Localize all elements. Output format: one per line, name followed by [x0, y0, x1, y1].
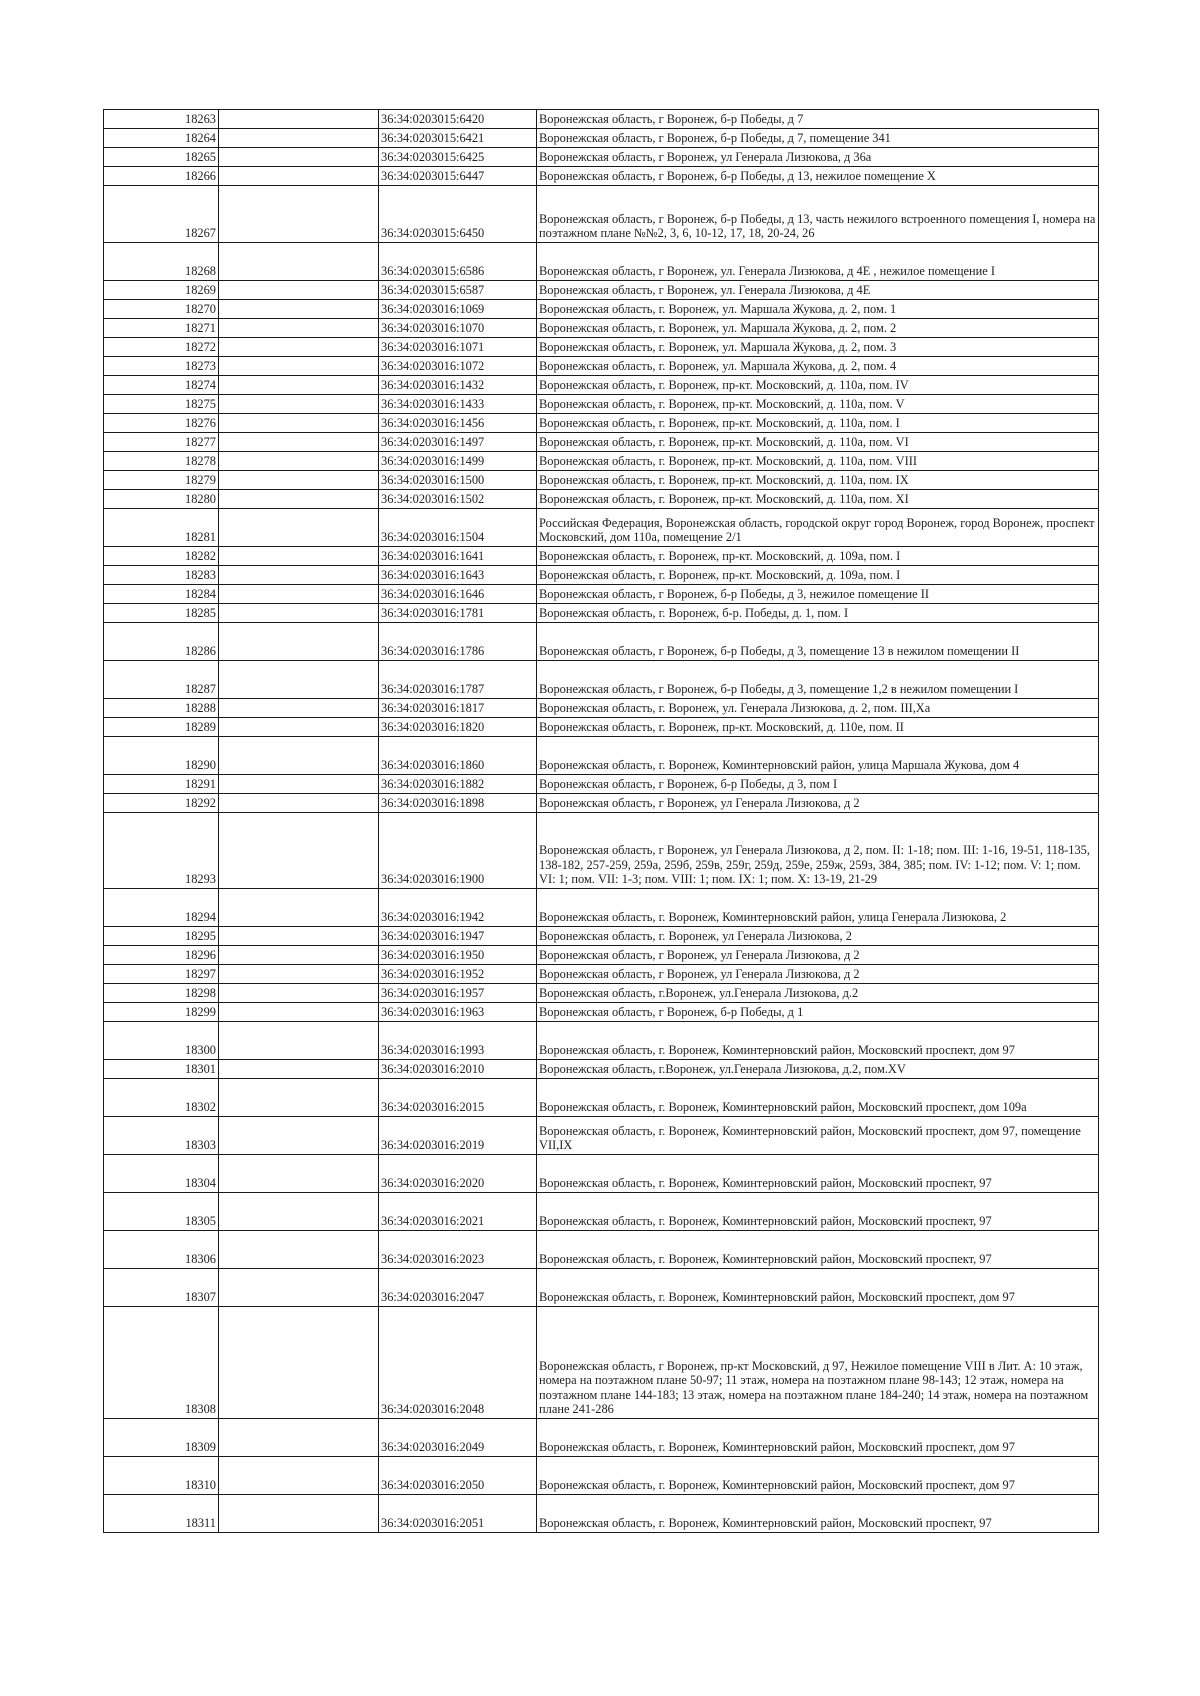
empty-cell: [219, 357, 379, 376]
cadastral-number-cell: 36:34:0203016:1993: [379, 1022, 537, 1060]
address-cell: Воронежская область, г Воронеж, ул. Генерала Лизюкова, д 4Е: [537, 281, 1099, 300]
empty-cell: [219, 1060, 379, 1079]
empty-cell: [219, 1193, 379, 1231]
empty-cell: [219, 566, 379, 585]
empty-cell: [219, 167, 379, 186]
table-row: [104, 889, 1099, 927]
property-registry-table: [103, 109, 1099, 1533]
table-row: [104, 509, 1099, 547]
cadastral-number-cell: 36:34:0203016:1641: [379, 547, 537, 566]
cadastral-number-cell: 36:34:0203016:1069: [379, 300, 537, 319]
row-number-cell: 18276: [104, 414, 219, 433]
row-number-cell: 18279: [104, 471, 219, 490]
row-number-cell: 18273: [104, 357, 219, 376]
address-cell: Воронежская область, г. Воронеж, пр-кт. Московский, д. 110а, пом. VIII: [537, 452, 1099, 471]
cadastral-number-cell: 36:34:0203016:1072: [379, 357, 537, 376]
address-cell: Воронежская область, г Воронеж, ул Генерала Лизюкова, д 2: [537, 794, 1099, 813]
cadastral-number-cell: 36:34:0203016:1071: [379, 338, 537, 357]
row-number-cell: 18296: [104, 946, 219, 965]
cadastral-number-cell: 36:34:0203015:6421: [379, 129, 537, 148]
table-row: [104, 433, 1099, 452]
address-cell: Воронежская область, г. Воронеж, пр-кт. Московский, д. 110е, пом. II: [537, 718, 1099, 737]
table-row: [104, 585, 1099, 604]
cadastral-number-cell: 36:34:0203016:1432: [379, 376, 537, 395]
address-cell: Воронежская область, г. Воронеж, пр-кт. Московский, д. 110а, пом. XI: [537, 490, 1099, 509]
cadastral-number-cell: 36:34:0203015:6450: [379, 186, 537, 243]
cadastral-number-cell: 36:34:0203015:6420: [379, 110, 537, 129]
empty-cell: [219, 110, 379, 129]
table-row: [104, 357, 1099, 376]
empty-cell: [219, 186, 379, 243]
table-row: [104, 1269, 1099, 1307]
empty-cell: [219, 509, 379, 547]
table-row: [104, 243, 1099, 281]
table-row: [104, 927, 1099, 946]
empty-cell: [219, 661, 379, 699]
address-cell: Воронежская область, г. Воронеж, пр-кт. Московский, д. 110а, пом. I: [537, 414, 1099, 433]
cadastral-number-cell: 36:34:0203016:1898: [379, 794, 537, 813]
address-cell: Воронежская область, г Воронеж, б-р Победы, д 3, нежилое помещение II: [537, 585, 1099, 604]
address-cell: Воронежская область, г Воронеж, б-р Победы, д 3, помещение 13 в нежилом помещении II: [537, 623, 1099, 661]
row-number-cell: 18278: [104, 452, 219, 471]
row-number-cell: 18301: [104, 1060, 219, 1079]
empty-cell: [219, 1079, 379, 1117]
address-cell: Воронежская область, г Воронеж, б-р Победы, д 13, нежилое помещение X: [537, 167, 1099, 186]
row-number-cell: 18272: [104, 338, 219, 357]
address-cell: Воронежская область, г Воронеж, ул Генерала Лизюкова, д 2: [537, 965, 1099, 984]
row-number-cell: 18263: [104, 110, 219, 129]
address-cell: Воронежская область, г Воронеж, пр-кт Московский, д 97, Нежилое помещение VIII в Лит. А: 10 этаж, номера на поэтажном плане 50-97; 11 этаж, номера на поэтажном плане 98-143; 12 этаж, номера на поэтажном плане 144-183; 13 этаж, номера на поэтажном плане 184-240; 14 этаж, номера на поэтажном плане 241-286: [537, 1307, 1099, 1419]
cadastral-number-cell: 36:34:0203016:1963: [379, 1003, 537, 1022]
address-cell: Воронежская область, г Воронеж, б-р Победы, д 13, часть нежилого встроенного помещения I, номера на поэтажном плане №№2, 3, 6, 10-12, 17, 18, 20-24, 26: [537, 186, 1099, 243]
cadastral-number-cell: 36:34:0203016:1781: [379, 604, 537, 623]
row-number-cell: 18283: [104, 566, 219, 585]
cadastral-number-cell: 36:34:0203016:1504: [379, 509, 537, 547]
row-number-cell: 18305: [104, 1193, 219, 1231]
address-cell: Воронежская область, г. Воронеж, Коминтерновский район, улица Маршала Жукова, дом 4: [537, 737, 1099, 775]
table-row: [104, 167, 1099, 186]
row-number-cell: 18266: [104, 167, 219, 186]
address-cell: Воронежская область, г Воронеж, ул Генерала Лизюкова, д 2, пом. II: 1-18; пом. III: 1-16, 19-51, 118-135, 138-182, 257-259, 259а, 259б, 259в, 259г, 259д, 259е, 259ж, 259з, 384, 385; пом. IV: 1-12; пом. V: 1; пом. VI: 1; пом. VII: 1-3; пом. VIII: 1; пом. IX: 1; пом. X: 13-19, 21-29: [537, 813, 1099, 889]
row-number-cell: 18284: [104, 585, 219, 604]
empty-cell: [219, 794, 379, 813]
address-cell: Воронежская область, г Воронеж, ул. Генерала Лизюкова, д 4Е , нежилое помещение I: [537, 243, 1099, 281]
empty-cell: [219, 376, 379, 395]
address-cell: Воронежская область, г. Воронеж, пр-кт. Московский, д. 109а, пом. I: [537, 547, 1099, 566]
empty-cell: [219, 1003, 379, 1022]
row-number-cell: 18267: [104, 186, 219, 243]
cadastral-number-cell: 36:34:0203016:2050: [379, 1457, 537, 1495]
cadastral-number-cell: 36:34:0203016:1942: [379, 889, 537, 927]
row-number-cell: 18286: [104, 623, 219, 661]
address-cell: Воронежская область, г Воронеж, ул Генерала Лизюкова, д 36а: [537, 148, 1099, 167]
table-row: [104, 1155, 1099, 1193]
address-cell: Воронежская область, г. Воронеж, Коминтерновский район, Московский проспект, дом 97: [537, 1022, 1099, 1060]
row-number-cell: 18264: [104, 129, 219, 148]
row-number-cell: 18299: [104, 1003, 219, 1022]
row-number-cell: 18271: [104, 319, 219, 338]
empty-cell: [219, 775, 379, 794]
cadastral-number-cell: 36:34:0203016:1950: [379, 946, 537, 965]
table-row: [104, 1307, 1099, 1419]
address-cell: Воронежская область, г. Воронеж, ул. Маршала Жукова, д. 2, пом. 1: [537, 300, 1099, 319]
address-cell: Воронежская область, г. Воронеж, ул. Генерала Лизюкова, д. 2, пом. III,Ха: [537, 699, 1099, 718]
cadastral-number-cell: 36:34:0203016:1497: [379, 433, 537, 452]
table-row: [104, 414, 1099, 433]
empty-cell: [219, 965, 379, 984]
address-cell: Воронежская область, г. Воронеж, пр-кт. Московский, д. 110а, пом. V: [537, 395, 1099, 414]
table-row: [104, 1003, 1099, 1022]
empty-cell: [219, 585, 379, 604]
cadastral-number-cell: 36:34:0203015:6586: [379, 243, 537, 281]
empty-cell: [219, 1022, 379, 1060]
cadastral-number-cell: 36:34:0203016:1646: [379, 585, 537, 604]
row-number-cell: 18304: [104, 1155, 219, 1193]
address-cell: Воронежская область, г. Воронеж, Коминтерновский район, Московский проспект, дом 97: [537, 1457, 1099, 1495]
table-row: [104, 623, 1099, 661]
table-row: [104, 338, 1099, 357]
empty-cell: [219, 737, 379, 775]
table-row: [104, 1231, 1099, 1269]
empty-cell: [219, 452, 379, 471]
table-row: [104, 566, 1099, 585]
row-number-cell: 18289: [104, 718, 219, 737]
cadastral-number-cell: 36:34:0203016:1952: [379, 965, 537, 984]
row-number-cell: 18302: [104, 1079, 219, 1117]
table-row: [104, 984, 1099, 1003]
row-number-cell: 18309: [104, 1419, 219, 1457]
row-number-cell: 18300: [104, 1022, 219, 1060]
empty-cell: [219, 300, 379, 319]
empty-cell: [219, 148, 379, 167]
empty-cell: [219, 927, 379, 946]
cadastral-number-cell: 36:34:0203016:1817: [379, 699, 537, 718]
row-number-cell: 18285: [104, 604, 219, 623]
table-row: [104, 186, 1099, 243]
row-number-cell: 18274: [104, 376, 219, 395]
address-cell: Воронежская область, г Воронеж, б-р Победы, д 1: [537, 1003, 1099, 1022]
row-number-cell: 18311: [104, 1495, 219, 1533]
row-number-cell: 18270: [104, 300, 219, 319]
empty-cell: [219, 946, 379, 965]
address-cell: Воронежская область, г. Воронеж, ул Генерала Лизюкова, 2: [537, 927, 1099, 946]
cadastral-number-cell: 36:34:0203016:1433: [379, 395, 537, 414]
cadastral-number-cell: 36:34:0203016:2049: [379, 1419, 537, 1457]
row-number-cell: 18280: [104, 490, 219, 509]
empty-cell: [219, 395, 379, 414]
address-cell: Воронежская область, г. Воронеж, б-р. Победы, д. 1, пом. I: [537, 604, 1099, 623]
address-cell: Воронежская область, г. Воронеж, пр-кт. Московский, д. 110а, пом. VI: [537, 433, 1099, 452]
address-cell: Воронежская область, г. Воронеж, пр-кт. Московский, д. 109а, пом. I: [537, 566, 1099, 585]
cadastral-number-cell: 36:34:0203016:1900: [379, 813, 537, 889]
row-number-cell: 18306: [104, 1231, 219, 1269]
registry-table-body: [104, 110, 1099, 1533]
empty-cell: [219, 699, 379, 718]
address-cell: Воронежская область, г. Воронеж, Коминтерновский район, Московский проспект, 97: [537, 1495, 1099, 1533]
row-number-cell: 18298: [104, 984, 219, 1003]
table-row: [104, 775, 1099, 794]
table-row: [104, 718, 1099, 737]
empty-cell: [219, 547, 379, 566]
empty-cell: [219, 1155, 379, 1193]
address-cell: Воронежская область, г Воронеж, б-р Победы, д 3, пом I: [537, 775, 1099, 794]
cadastral-number-cell: 36:34:0203016:1787: [379, 661, 537, 699]
empty-cell: [219, 1307, 379, 1419]
row-number-cell: 18310: [104, 1457, 219, 1495]
cadastral-number-cell: 36:34:0203015:6587: [379, 281, 537, 300]
table-row: [104, 490, 1099, 509]
cadastral-number-cell: 36:34:0203016:2019: [379, 1117, 537, 1155]
table-row: [104, 110, 1099, 129]
address-cell: Воронежская область, г. Воронеж, Коминтерновский район, Московский проспект, дом 97: [537, 1269, 1099, 1307]
cadastral-number-cell: 36:34:0203016:2020: [379, 1155, 537, 1193]
table-row: [104, 604, 1099, 623]
table-row: [104, 737, 1099, 775]
row-number-cell: 18269: [104, 281, 219, 300]
empty-cell: [219, 433, 379, 452]
address-cell: Воронежская область, г. Воронеж, пр-кт. Московский, д. 110а, пом. IX: [537, 471, 1099, 490]
cadastral-number-cell: 36:34:0203015:6425: [379, 148, 537, 167]
empty-cell: [219, 319, 379, 338]
address-cell: Воронежская область, г Воронеж, б-р Победы, д 7, помещение 341: [537, 129, 1099, 148]
cadastral-number-cell: 36:34:0203016:1860: [379, 737, 537, 775]
cadastral-number-cell: 36:34:0203015:6447: [379, 167, 537, 186]
empty-cell: [219, 1269, 379, 1307]
cadastral-number-cell: 36:34:0203016:1456: [379, 414, 537, 433]
row-number-cell: 18277: [104, 433, 219, 452]
cadastral-number-cell: 36:34:0203016:2021: [379, 1193, 537, 1231]
empty-cell: [219, 1419, 379, 1457]
cadastral-number-cell: 36:34:0203016:1500: [379, 471, 537, 490]
cadastral-number-cell: 36:34:0203016:1957: [379, 984, 537, 1003]
table-row: [104, 281, 1099, 300]
cadastral-number-cell: 36:34:0203016:1882: [379, 775, 537, 794]
cadastral-number-cell: 36:34:0203016:1820: [379, 718, 537, 737]
table-row: [104, 471, 1099, 490]
table-row: [104, 319, 1099, 338]
empty-cell: [219, 338, 379, 357]
address-cell: Воронежская область, г.Воронеж, ул.Генерала Лизюкова, д.2: [537, 984, 1099, 1003]
address-cell: Воронежская область, г. Воронеж, Коминтерновский район, Московский проспект, дом 97: [537, 1419, 1099, 1457]
empty-cell: [219, 1457, 379, 1495]
cadastral-number-cell: 36:34:0203016:1786: [379, 623, 537, 661]
table-row: [104, 376, 1099, 395]
row-number-cell: 18292: [104, 794, 219, 813]
cadastral-number-cell: 36:34:0203016:2023: [379, 1231, 537, 1269]
cadastral-number-cell: 36:34:0203016:2048: [379, 1307, 537, 1419]
table-row: [104, 547, 1099, 566]
table-row: [104, 813, 1099, 889]
address-cell: Воронежская область, г. Воронеж, Коминтерновский район, Московский проспект, дом 109а: [537, 1079, 1099, 1117]
cadastral-number-cell: 36:34:0203016:2010: [379, 1060, 537, 1079]
address-cell: Российская Федерация, Воронежская область, городской округ город Воронеж, город Воронеж, проспект Московский, дом 110а, помещение 2/1: [537, 509, 1099, 547]
row-number-cell: 18294: [104, 889, 219, 927]
row-number-cell: 18268: [104, 243, 219, 281]
address-cell: Воронежская область, г. Воронеж, Коминтерновский район, Московский проспект, 97: [537, 1155, 1099, 1193]
table-row: [104, 300, 1099, 319]
table-row: [104, 1079, 1099, 1117]
address-cell: Воронежская область, г. Воронеж, пр-кт. Московский, д. 110а, пом. IV: [537, 376, 1099, 395]
row-number-cell: 18295: [104, 927, 219, 946]
empty-cell: [219, 243, 379, 281]
row-number-cell: 18307: [104, 1269, 219, 1307]
table-row: [104, 1060, 1099, 1079]
empty-cell: [219, 1495, 379, 1533]
address-cell: Воронежская область, г. Воронеж, Коминтерновский район, улица Генерала Лизюкова, 2: [537, 889, 1099, 927]
cadastral-number-cell: 36:34:0203016:1499: [379, 452, 537, 471]
table-row: [104, 946, 1099, 965]
cadastral-number-cell: 36:34:0203016:1643: [379, 566, 537, 585]
cadastral-number-cell: 36:34:0203016:1502: [379, 490, 537, 509]
cadastral-number-cell: 36:34:0203016:1947: [379, 927, 537, 946]
row-number-cell: 18291: [104, 775, 219, 794]
address-cell: Воронежская область, г.Воронеж, ул.Генерала Лизюкова, д.2, пом.XV: [537, 1060, 1099, 1079]
table-row: [104, 148, 1099, 167]
table-row: [104, 1495, 1099, 1533]
cadastral-number-cell: 36:34:0203016:2015: [379, 1079, 537, 1117]
row-number-cell: 18297: [104, 965, 219, 984]
address-cell: Воронежская область, г. Воронеж, ул. Маршала Жукова, д. 2, пом. 4: [537, 357, 1099, 376]
address-cell: Воронежская область, г. Воронеж, Коминтерновский район, Московский проспект, 97: [537, 1193, 1099, 1231]
empty-cell: [219, 813, 379, 889]
table-row: [104, 452, 1099, 471]
row-number-cell: 18265: [104, 148, 219, 167]
row-number-cell: 18290: [104, 737, 219, 775]
table-row: [104, 1457, 1099, 1495]
cadastral-number-cell: 36:34:0203016:2051: [379, 1495, 537, 1533]
address-cell: Воронежская область, г. Воронеж, Коминтерновский район, Московский проспект, дом 97, помещение VII,IX: [537, 1117, 1099, 1155]
cadastral-number-cell: 36:34:0203016:2047: [379, 1269, 537, 1307]
address-cell: Воронежская область, г Воронеж, ул Генерала Лизюкова, д 2: [537, 946, 1099, 965]
table-row: [104, 1193, 1099, 1231]
address-cell: Воронежская область, г Воронеж, б-р Победы, д 7: [537, 110, 1099, 129]
empty-cell: [219, 490, 379, 509]
table-row: [104, 794, 1099, 813]
empty-cell: [219, 281, 379, 300]
empty-cell: [219, 604, 379, 623]
row-number-cell: 18288: [104, 699, 219, 718]
row-number-cell: 18275: [104, 395, 219, 414]
address-cell: Воронежская область, г Воронеж, б-р Победы, д 3, помещение 1,2 в нежилом помещении I: [537, 661, 1099, 699]
table-row: [104, 1117, 1099, 1155]
empty-cell: [219, 129, 379, 148]
address-cell: Воронежская область, г. Воронеж, Коминтерновский район, Московский проспект, 97: [537, 1231, 1099, 1269]
address-cell: Воронежская область, г. Воронеж, ул. Маршала Жукова, д. 2, пом. 2: [537, 319, 1099, 338]
empty-cell: [219, 414, 379, 433]
row-number-cell: 18303: [104, 1117, 219, 1155]
empty-cell: [219, 889, 379, 927]
table-row: [104, 965, 1099, 984]
empty-cell: [219, 1117, 379, 1155]
row-number-cell: 18293: [104, 813, 219, 889]
table-row: [104, 395, 1099, 414]
table-row: [104, 129, 1099, 148]
empty-cell: [219, 1231, 379, 1269]
table-row: [104, 699, 1099, 718]
row-number-cell: 18281: [104, 509, 219, 547]
table-row: [104, 1022, 1099, 1060]
row-number-cell: 18287: [104, 661, 219, 699]
table-row: [104, 661, 1099, 699]
address-cell: Воронежская область, г. Воронеж, ул. Маршала Жукова, д. 2, пом. 3: [537, 338, 1099, 357]
empty-cell: [219, 623, 379, 661]
row-number-cell: 18282: [104, 547, 219, 566]
table-row: [104, 1419, 1099, 1457]
empty-cell: [219, 718, 379, 737]
row-number-cell: 18308: [104, 1307, 219, 1419]
empty-cell: [219, 984, 379, 1003]
empty-cell: [219, 471, 379, 490]
cadastral-number-cell: 36:34:0203016:1070: [379, 319, 537, 338]
